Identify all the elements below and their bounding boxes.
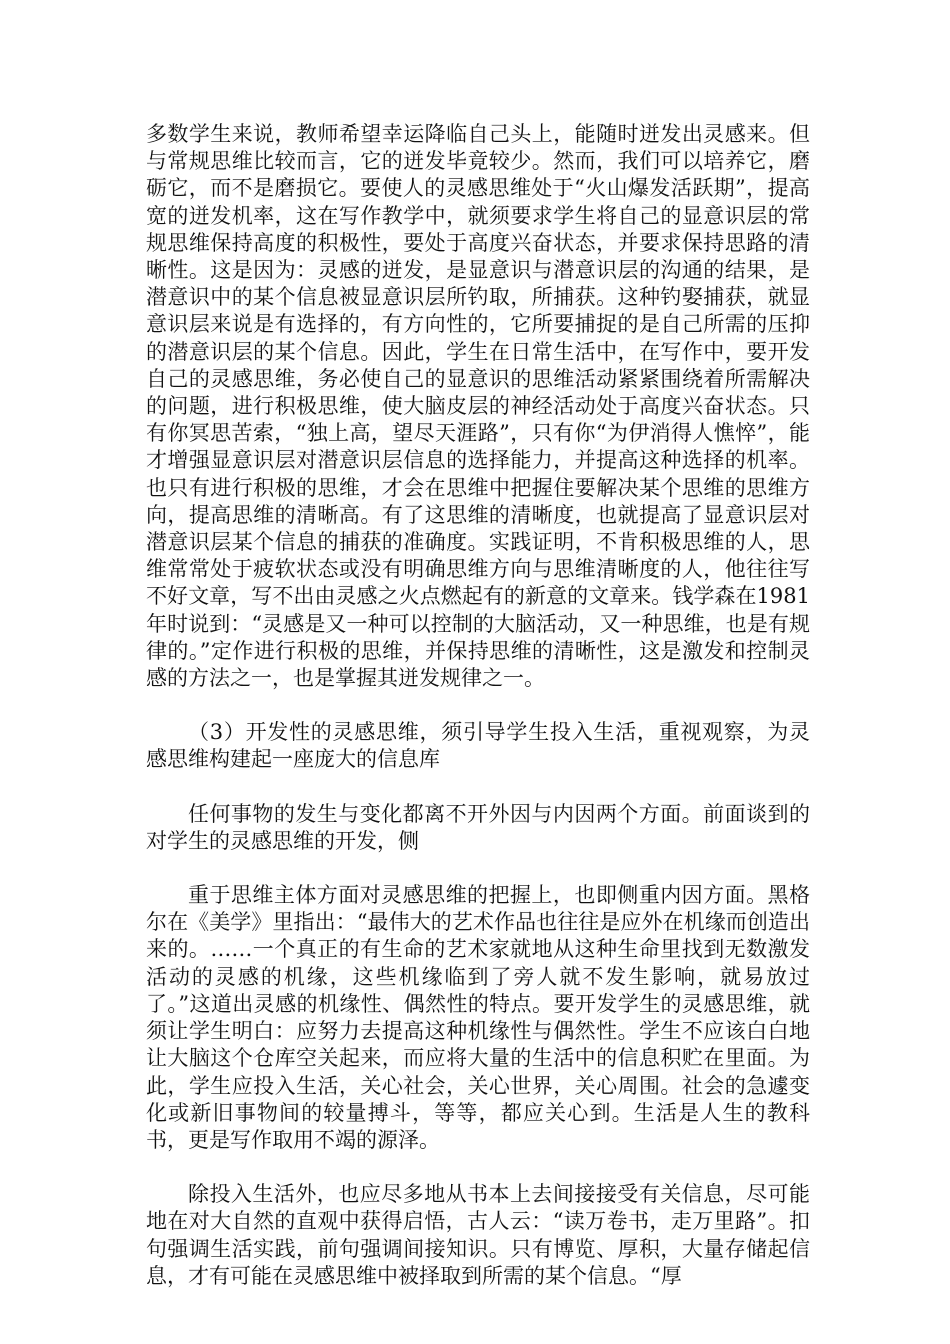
paragraph-continued: 多数学生来说，教师希望幸运降临自己头上，能随时迸发出灵感来。但与常规思维比较而言，它的迸发毕竟较少。然而，我们可以培养它，磨砺它，而不是磨损它。要使人的灵感思维处于“火山爆发活跃期”，提高宽的迸发机率，这在写作教学中，就须要求学生将自己的显意识层的常规思维保持高度的积极性，要处于高度兴奋状态，并要求保持思路的清晰性。这是因为：灵感的迸发，是显意识与潜意识层的沟通的结果，是潜意识中的某个信息被显意识层所钓取，所捕获。这种钓娶捕获，就显意识层来说是有选择的，有方向性的，它所要捕捉的是自己所需的压抑的潜意识层的某个信息。因此，学生在日常生活中，在写作中，要开发自己的灵感思维，务必使自己的显意识的思维活动紧紧围绕着所需解决的问题，进行积极思维，使大脑皮层的神经活动处于高度兴奋状态。只有你冥思苦索，“独上高，望尽天涯路”，只有你“为伊消得人憔悴”，能才增强显意识层对潜意识层信息的选择能力，并提高这种选择的机率。也只有进行积极的思维，才会在思维中把握住要解决某个思维的思维方向，提高思维的清晰高。有了这思维的清晰度，也就提高了显意识层对潜意识层某个信息的捕获的准确度。实践证明，不肯积极思维的人，思维常常处于疲软状态或没有明确思维方向与思维清晰度的人，他往往写不好文章，写不出由灵感之火点燃起有的新意的文章来。钱学森在1981年时说到：“灵感是又一种可以控制的大脑活动，又一种思维，也是有规律的。”定作进行积极的思维，并保持思维的清晰性，这是激发和控制灵感的方法之一，也是掌握其迸发规律之一。	[146, 122, 810, 691]
paragraph: 任何事物的发生与变化都离不开外因与内因两个方面。前面谈到的对学生的灵感思维的开发，侧	[146, 801, 810, 853]
paragraph: 重于思维主体方面对灵感思维的把握上，也即侧重内因方面。黑格尔在《美学》里指出：“最伟大的艺术作品也往往是应外在机缘而创造出来的。……一个真正的有生命的艺术家就地从这种生命里找到无数激发活动的灵感的机缘，这些机缘临到了旁人就不发生影响，就易放过了。”这道出灵感的机缘性、偶然性的特点。要开发学生的灵感思维，就须让学生明白：应努力去提高这种机缘性与偶然性。学生不应该白白地让大脑这个仓库空关起来，而应将大量的生活中的信息积贮在里面。为此，学生应投入生活，关心社会，关心世界，关心周围。社会的急遽变化或新旧事物间的较量搏斗，等等，都应关心到。生活是人生的教科书，更是写作取用不竭的源泽。	[146, 883, 810, 1152]
section-heading-3: （3）开发性的灵感思维，须引导学生投入生活，重视观察，为灵感思维构建起一座庞大的信息库	[146, 720, 810, 772]
paragraph: 除投入生活外，也应尽多地从书本上去间接接受有关信息，尽可能地在对大自然的直观中获得启悟，古人云：“读万卷书，走万里路”。扣句强调生活实践，前句强调间接知识。只有博览、厚积，大量存储起信息，才有可能在灵感思维中被择取到所需的某个信息。“厚	[146, 1182, 810, 1288]
document-page	[146, 121, 810, 1290]
